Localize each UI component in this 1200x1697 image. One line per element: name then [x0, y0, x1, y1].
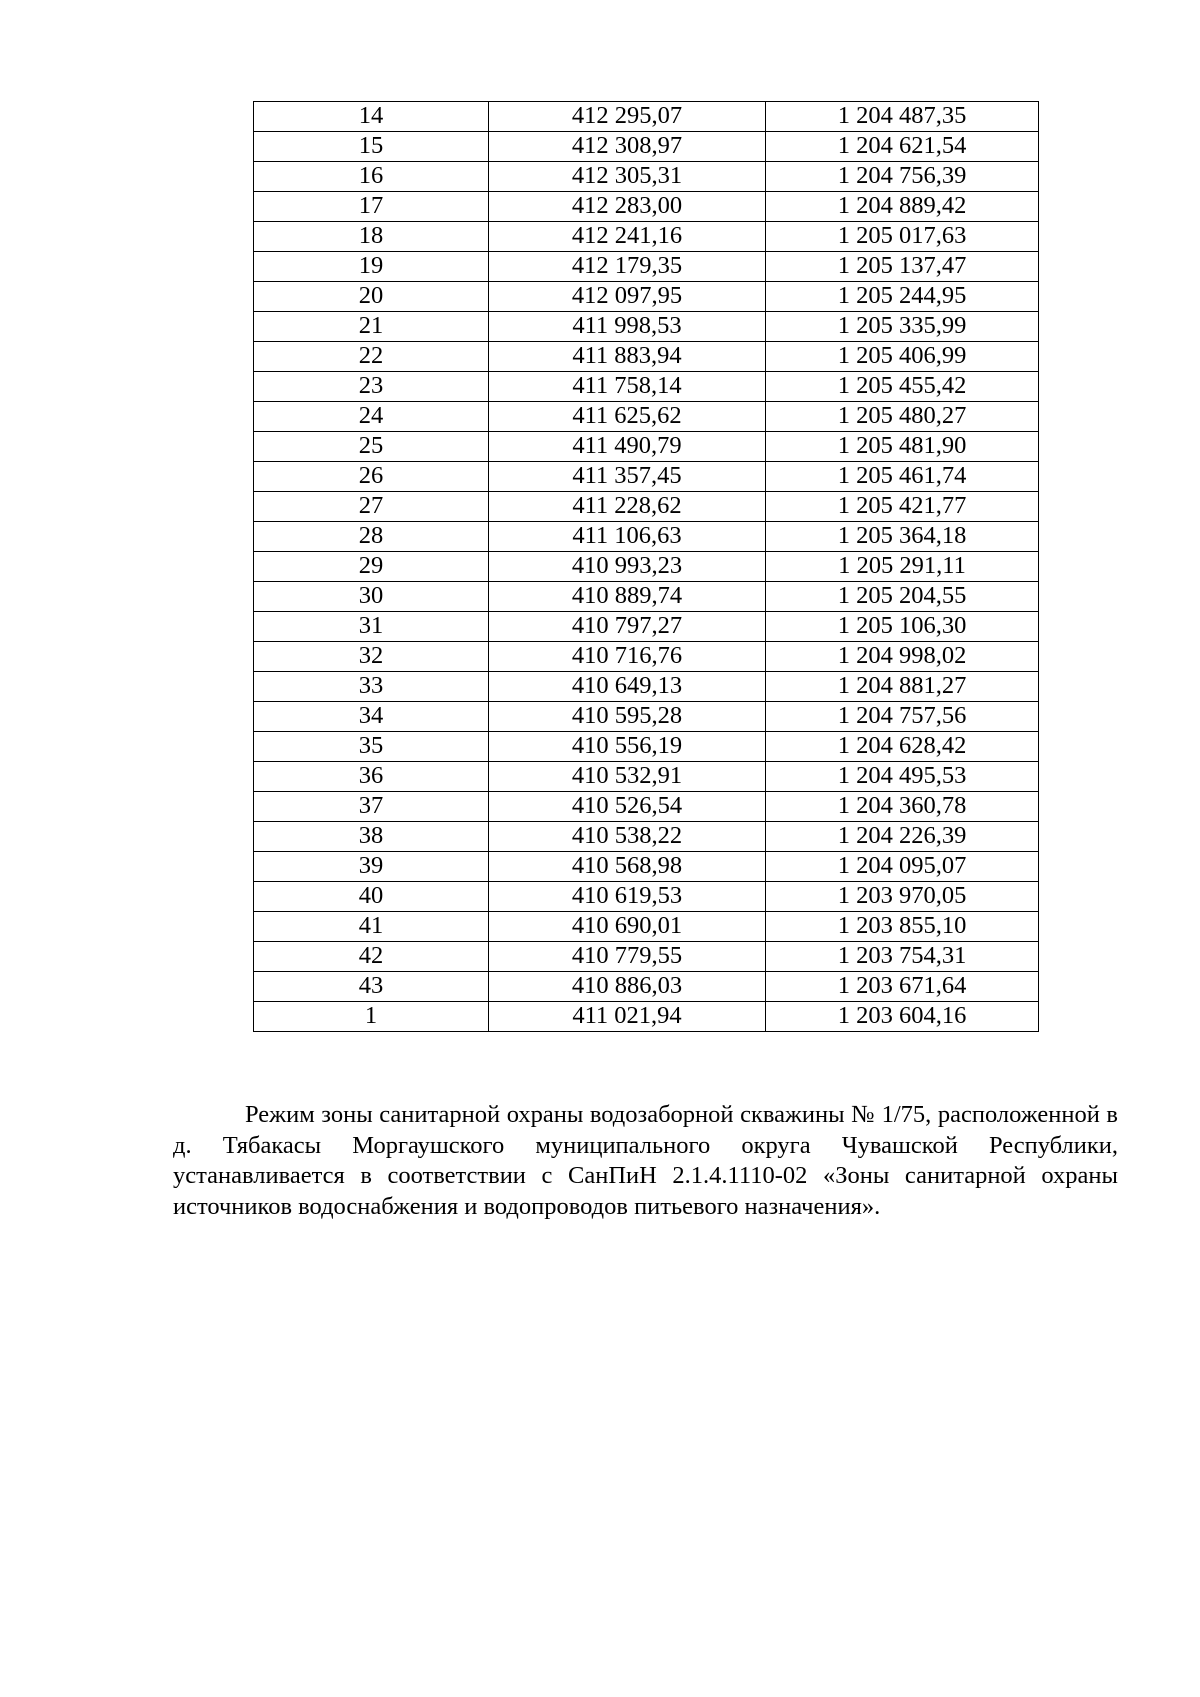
x-coordinate-cell: 410 886,03	[489, 972, 766, 1002]
y-coordinate-cell: 1 205 017,63	[766, 222, 1039, 252]
table-row	[254, 342, 1039, 372]
y-coordinate-cell: 1 205 244,95	[766, 282, 1039, 312]
y-coordinate-cell: 1 203 855,10	[766, 912, 1039, 942]
x-coordinate-cell: 412 308,97	[489, 132, 766, 162]
x-coordinate-cell: 412 295,07	[489, 102, 766, 132]
x-coordinate-cell: 410 532,91	[489, 762, 766, 792]
point-number-cell: 26	[254, 462, 489, 492]
table-row	[254, 582, 1039, 612]
y-coordinate-cell: 1 204 757,56	[766, 702, 1039, 732]
coordinates-table-body	[254, 102, 1039, 1032]
table-row	[254, 822, 1039, 852]
y-coordinate-cell: 1 205 406,99	[766, 342, 1039, 372]
table-row	[254, 432, 1039, 462]
table-row	[254, 942, 1039, 972]
point-number-cell: 25	[254, 432, 489, 462]
x-coordinate-cell: 410 690,01	[489, 912, 766, 942]
y-coordinate-cell: 1 205 335,99	[766, 312, 1039, 342]
point-number-cell: 19	[254, 252, 489, 282]
y-coordinate-cell: 1 205 364,18	[766, 522, 1039, 552]
x-coordinate-cell: 410 568,98	[489, 852, 766, 882]
table-row	[254, 852, 1039, 882]
x-coordinate-cell: 412 305,31	[489, 162, 766, 192]
x-coordinate-cell: 411 998,53	[489, 312, 766, 342]
table-row	[254, 672, 1039, 702]
y-coordinate-cell: 1 204 756,39	[766, 162, 1039, 192]
table-row	[254, 972, 1039, 1002]
y-coordinate-cell: 1 204 998,02	[766, 642, 1039, 672]
y-coordinate-cell: 1 204 628,42	[766, 732, 1039, 762]
y-coordinate-cell: 1 204 487,35	[766, 102, 1039, 132]
point-number-cell: 15	[254, 132, 489, 162]
y-coordinate-cell: 1 204 226,39	[766, 822, 1039, 852]
coordinates-table	[253, 101, 1039, 1032]
table-row	[254, 372, 1039, 402]
x-coordinate-cell: 411 228,62	[489, 492, 766, 522]
x-coordinate-cell: 410 797,27	[489, 612, 766, 642]
table-row	[254, 732, 1039, 762]
point-number-cell: 38	[254, 822, 489, 852]
x-coordinate-cell: 411 021,94	[489, 1002, 766, 1032]
point-number-cell: 42	[254, 942, 489, 972]
x-coordinate-cell: 410 779,55	[489, 942, 766, 972]
point-number-cell: 31	[254, 612, 489, 642]
table-row	[254, 792, 1039, 822]
point-number-cell: 1	[254, 1002, 489, 1032]
table-row	[254, 522, 1039, 552]
x-coordinate-cell: 411 883,94	[489, 342, 766, 372]
table-row	[254, 492, 1039, 522]
y-coordinate-cell: 1 204 495,53	[766, 762, 1039, 792]
point-number-cell: 28	[254, 522, 489, 552]
x-coordinate-cell: 410 619,53	[489, 882, 766, 912]
point-number-cell: 33	[254, 672, 489, 702]
x-coordinate-cell: 412 241,16	[489, 222, 766, 252]
x-coordinate-cell: 412 179,35	[489, 252, 766, 282]
x-coordinate-cell: 410 716,76	[489, 642, 766, 672]
table-row	[254, 912, 1039, 942]
point-number-cell: 37	[254, 792, 489, 822]
x-coordinate-cell: 410 889,74	[489, 582, 766, 612]
y-coordinate-cell: 1 203 604,16	[766, 1002, 1039, 1032]
table-row	[254, 132, 1039, 162]
table-row	[254, 702, 1039, 732]
x-coordinate-cell: 412 283,00	[489, 192, 766, 222]
y-coordinate-cell: 1 205 137,47	[766, 252, 1039, 282]
table-row	[254, 462, 1039, 492]
y-coordinate-cell: 1 204 095,07	[766, 852, 1039, 882]
table-row	[254, 1002, 1039, 1032]
table-row	[254, 882, 1039, 912]
point-number-cell: 27	[254, 492, 489, 522]
point-number-cell: 36	[254, 762, 489, 792]
point-number-cell: 24	[254, 402, 489, 432]
point-number-cell: 16	[254, 162, 489, 192]
y-coordinate-cell: 1 204 889,42	[766, 192, 1039, 222]
x-coordinate-cell: 410 526,54	[489, 792, 766, 822]
table-row	[254, 222, 1039, 252]
point-number-cell: 29	[254, 552, 489, 582]
table-row	[254, 102, 1039, 132]
table-row	[254, 312, 1039, 342]
point-number-cell: 39	[254, 852, 489, 882]
x-coordinate-cell: 410 649,13	[489, 672, 766, 702]
y-coordinate-cell: 1 205 480,27	[766, 402, 1039, 432]
point-number-cell: 30	[254, 582, 489, 612]
y-coordinate-cell: 1 203 754,31	[766, 942, 1039, 972]
y-coordinate-cell: 1 203 970,05	[766, 882, 1039, 912]
point-number-cell: 35	[254, 732, 489, 762]
x-coordinate-cell: 411 490,79	[489, 432, 766, 462]
regime-paragraph: Режим зоны санитарной охраны водозаборной скважины № 1/75, расположенной в д. Тябакасы Моргаушского муниципального округа Чувашской Республики, устанавливается в соответствии с СанПиН 2.1.4.1110-02 «Зоны санитарной охраны источников водоснабжения и водопроводов питьевого назначения».	[173, 1101, 1118, 1220]
point-number-cell: 20	[254, 282, 489, 312]
y-coordinate-cell: 1 205 481,90	[766, 432, 1039, 462]
y-coordinate-cell: 1 205 461,74	[766, 462, 1039, 492]
x-coordinate-cell: 410 538,22	[489, 822, 766, 852]
table-row	[254, 162, 1039, 192]
table-row	[254, 762, 1039, 792]
x-coordinate-cell: 410 993,23	[489, 552, 766, 582]
point-number-cell: 34	[254, 702, 489, 732]
point-number-cell: 21	[254, 312, 489, 342]
y-coordinate-cell: 1 203 671,64	[766, 972, 1039, 1002]
table-row	[254, 612, 1039, 642]
x-coordinate-cell: 411 625,62	[489, 402, 766, 432]
x-coordinate-cell: 411 106,63	[489, 522, 766, 552]
x-coordinate-cell: 410 556,19	[489, 732, 766, 762]
y-coordinate-cell: 1 204 621,54	[766, 132, 1039, 162]
table-row	[254, 282, 1039, 312]
point-number-cell: 40	[254, 882, 489, 912]
point-number-cell: 18	[254, 222, 489, 252]
y-coordinate-cell: 1 205 291,11	[766, 552, 1039, 582]
x-coordinate-cell: 411 758,14	[489, 372, 766, 402]
y-coordinate-cell: 1 205 204,55	[766, 582, 1039, 612]
point-number-cell: 23	[254, 372, 489, 402]
table-row	[254, 402, 1039, 432]
y-coordinate-cell: 1 205 421,77	[766, 492, 1039, 522]
table-row	[254, 552, 1039, 582]
point-number-cell: 32	[254, 642, 489, 672]
y-coordinate-cell: 1 205 455,42	[766, 372, 1039, 402]
y-coordinate-cell: 1 204 881,27	[766, 672, 1039, 702]
y-coordinate-cell: 1 205 106,30	[766, 612, 1039, 642]
table-row	[254, 192, 1039, 222]
point-number-cell: 17	[254, 192, 489, 222]
point-number-cell: 22	[254, 342, 489, 372]
x-coordinate-cell: 412 097,95	[489, 282, 766, 312]
y-coordinate-cell: 1 204 360,78	[766, 792, 1039, 822]
x-coordinate-cell: 411 357,45	[489, 462, 766, 492]
table-row	[254, 252, 1039, 282]
x-coordinate-cell: 410 595,28	[489, 702, 766, 732]
point-number-cell: 14	[254, 102, 489, 132]
table-row	[254, 642, 1039, 672]
point-number-cell: 41	[254, 912, 489, 942]
point-number-cell: 43	[254, 972, 489, 1002]
